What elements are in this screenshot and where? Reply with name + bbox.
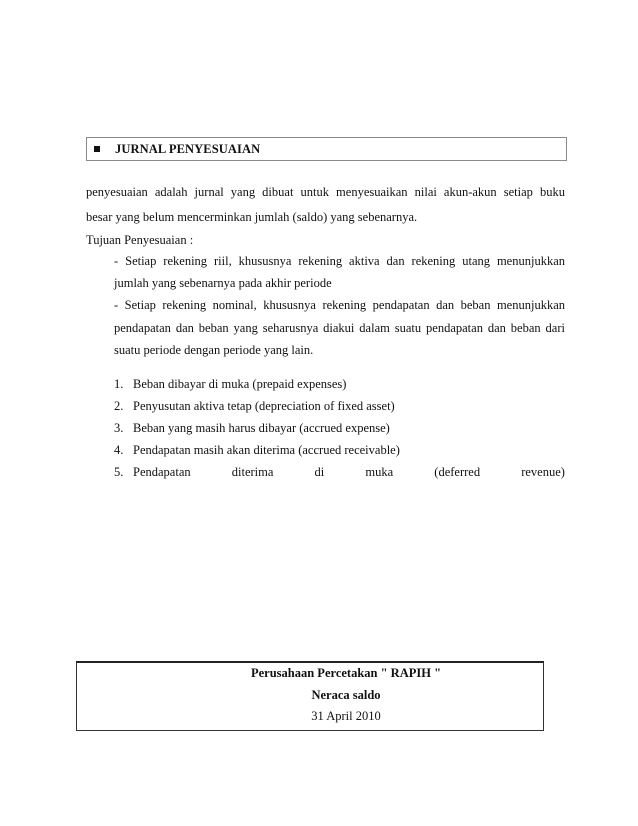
tujuan-label: Tujuan Penyesuaian : (86, 233, 194, 247)
point-line: suatu periode dengan periode yang lain. (114, 343, 314, 357)
list-item: 5. Pendapatan diterima di muka (deferred revenue) (114, 465, 565, 479)
list-item: 2. Penyusutan aktiva tetap (depreciation of fixed asset) (114, 399, 395, 413)
section-heading: JURNAL PENYESUAIAN (115, 141, 261, 156)
report-header-box (76, 662, 544, 731)
point-line: pendapatan dan beban yang seharusnya diakui dalam suatu pendapatan dan beban dari (114, 321, 565, 335)
list-item: 4. Pendapatan masih akan diterima (accrued receivable) (114, 443, 400, 457)
point-line: - Setiap rekening nominal, khususnya rekening pendapatan dan beban menunjukkan (114, 298, 565, 312)
list-item: 3. Beban yang masih harus dibayar (accrued expense) (114, 421, 390, 435)
report-title: Neraca saldo (311, 688, 381, 702)
section-heading-box (86, 137, 567, 161)
company-name: Perusahaan Percetakan " RAPIH " (250, 666, 442, 680)
paragraph-line: besar yang belum mencerminkan jumlah (saldo) yang sebenarnya. (86, 210, 418, 224)
list-item: 1. Beban dibayar di muka (prepaid expenses) (114, 377, 347, 391)
report-date: 31 April 2010 (311, 709, 381, 723)
point-line: - Setiap rekening riil, khususnya rekening aktiva dan rekening utang menunjukkan (114, 254, 565, 268)
square-bullet-icon (94, 146, 100, 152)
paragraph-line: penyesuaian adalah jurnal yang dibuat untuk menyesuaikan nilai akun-akun setiap buku (86, 185, 565, 199)
point-line: jumlah yang sebenarnya pada akhir periode (114, 276, 332, 290)
